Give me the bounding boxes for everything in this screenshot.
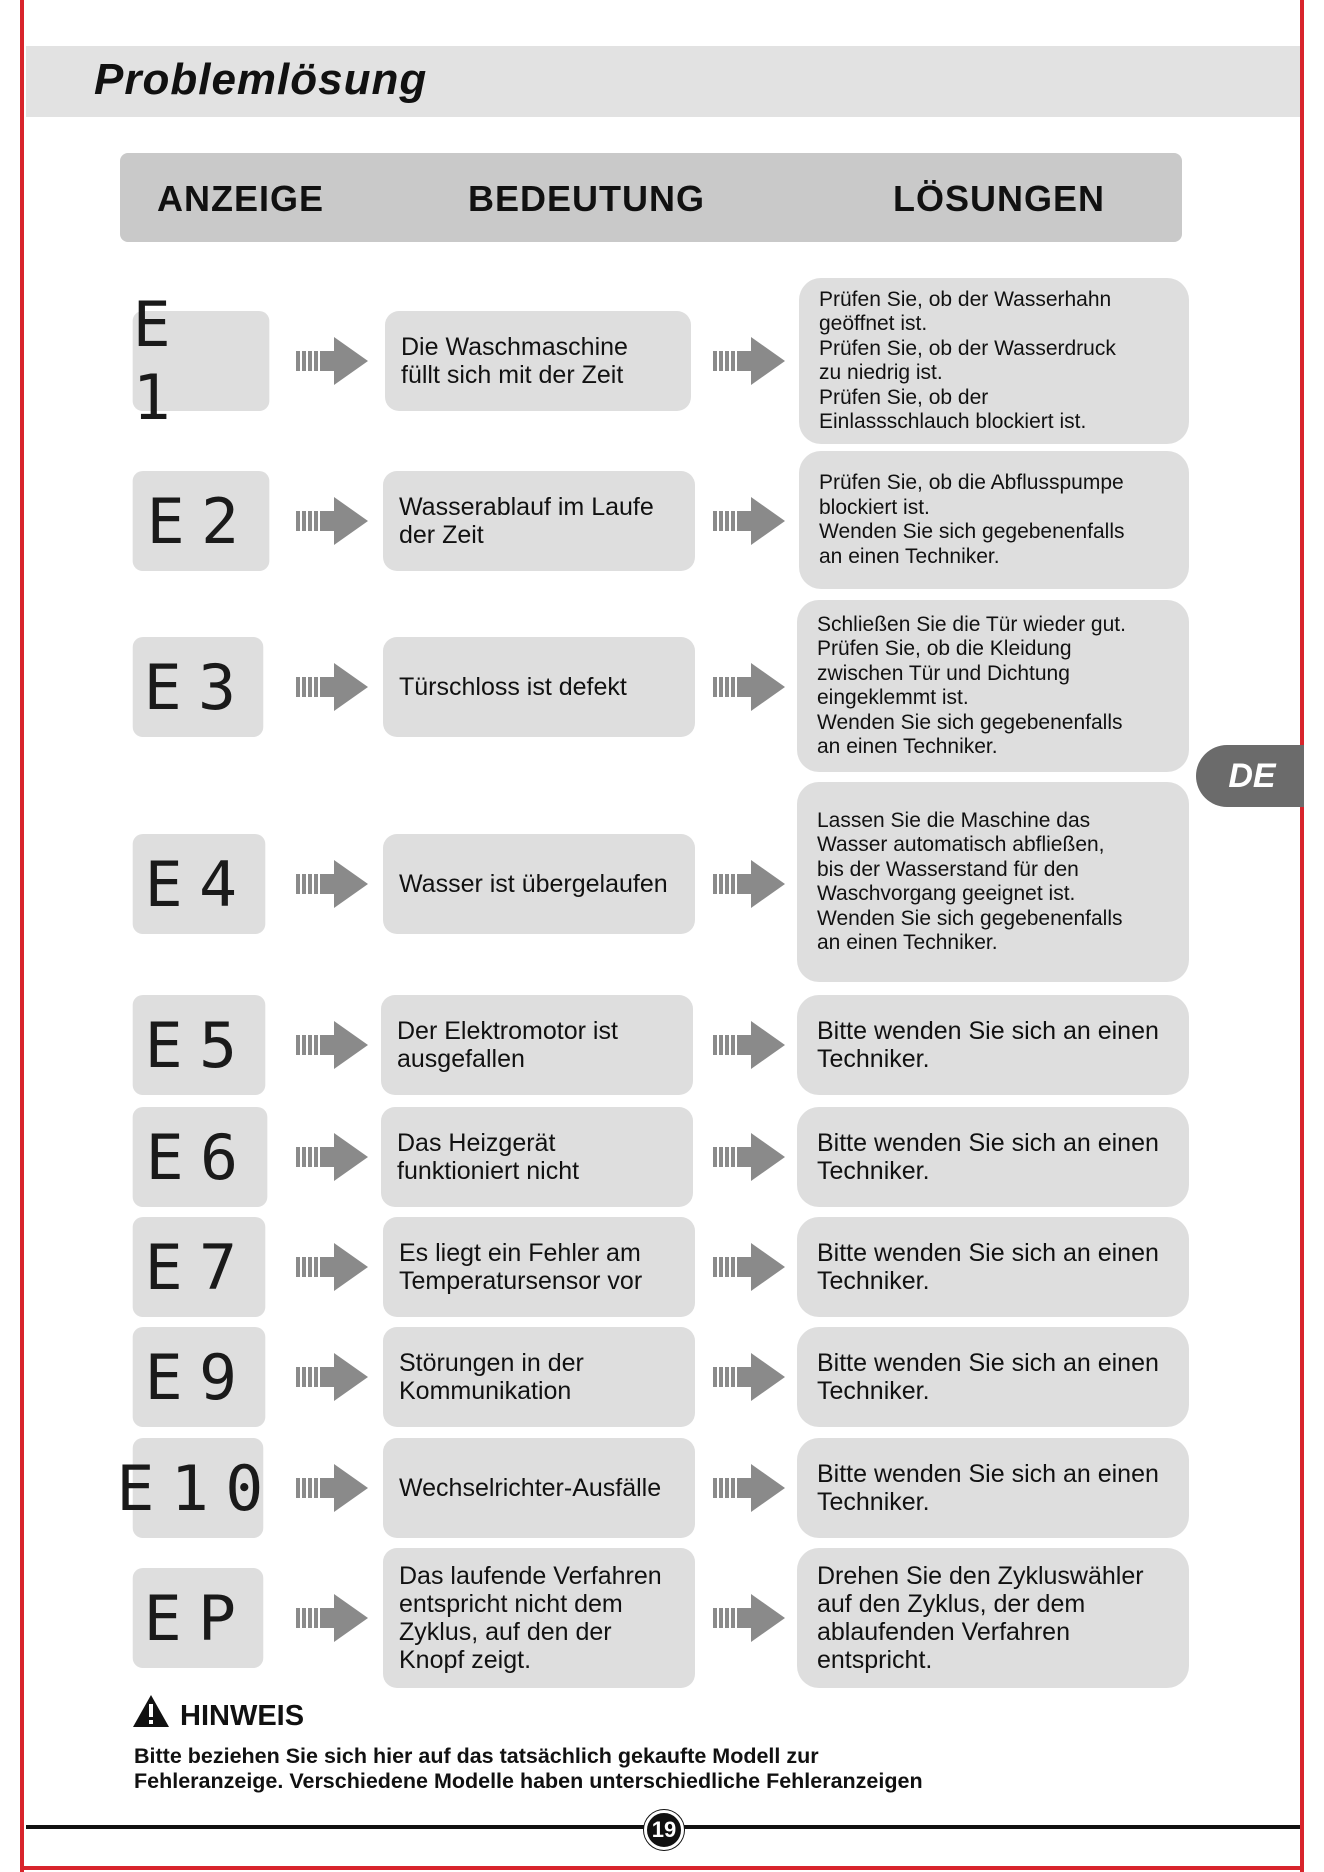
solution-cell: Prüfen Sie, ob die Abflusspumpe blockiert ist. Wenden Sie sich gegebenenfalls an einen Techniker. xyxy=(799,451,1189,589)
arrow-right-icon xyxy=(713,1464,785,1512)
arrow-to-meaning xyxy=(296,1594,368,1642)
solution-cell: Lassen Sie die Maschine das Wasser automatisch abfließen, bis der Wasserstand für den Waschvorgang geeignet ist. Wenden Sie sich gegebenenfalls an einen Techniker. xyxy=(797,782,1189,982)
arrow-right-icon xyxy=(713,1353,785,1401)
solution-cell: Schließen Sie die Tür wieder gut. Prüfen Sie, ob die Kleidung zwischen Tür und Dichtung eingeklemmt ist. Wenden Sie sich gegebenenfalls an einen Techniker. xyxy=(797,600,1189,772)
arrow-to-meaning xyxy=(296,860,368,908)
meaning-cell: Wechselrichter-Ausfälle xyxy=(383,1438,695,1538)
solution-cell: Bitte wenden Sie sich an einen Techniker. xyxy=(797,1327,1189,1427)
arrow-to-solution xyxy=(713,1594,785,1642)
error-code-display: E7 xyxy=(133,1217,266,1317)
arrow-to-meaning xyxy=(296,663,368,711)
meaning-cell: Das laufende Verfahren entspricht nicht dem Zyklus, auf den der Knopf zeigt. xyxy=(383,1548,695,1688)
page-number: 19 xyxy=(644,1810,684,1850)
solution-cell: Bitte wenden Sie sich an einen Techniker. xyxy=(797,995,1189,1095)
error-code-display: E4 xyxy=(133,834,266,934)
error-code-display: E10 xyxy=(133,1438,264,1538)
arrow-to-solution xyxy=(713,860,785,908)
arrow-right-icon xyxy=(713,1133,785,1181)
meaning-cell: Der Elektromotor ist ausgefallen xyxy=(381,995,693,1095)
error-code-display: E3 xyxy=(133,637,264,737)
arrow-to-meaning xyxy=(296,1133,368,1181)
arrow-right-icon xyxy=(296,1353,368,1401)
page-title: Problemlösung xyxy=(94,55,428,104)
arrow-right-icon xyxy=(296,1021,368,1069)
notice-heading: HINWEIS xyxy=(180,1700,305,1732)
arrow-right-icon xyxy=(296,1133,368,1181)
arrow-right-icon xyxy=(713,337,785,385)
arrow-right-icon xyxy=(296,337,368,385)
meaning-cell: Die Waschmaschine füllt sich mit der Zeit xyxy=(385,311,691,411)
arrow-to-meaning xyxy=(296,1464,368,1512)
solution-cell: Prüfen Sie, ob der Wasserhahn geöffnet ist. Prüfen Sie, ob der Wasserdruck zu niedrig ist. Prüfen Sie, ob der Einlassschlauch blockiert ist. xyxy=(799,278,1189,444)
arrow-to-solution xyxy=(713,497,785,545)
arrow-right-icon xyxy=(713,860,785,908)
arrow-right-icon xyxy=(296,1243,368,1291)
arrow-right-icon xyxy=(713,1594,785,1642)
arrow-to-meaning xyxy=(296,337,368,385)
arrow-right-icon xyxy=(296,1594,368,1642)
arrow-to-meaning xyxy=(296,497,368,545)
solution-cell: Bitte wenden Sie sich an einen Techniker. xyxy=(797,1217,1189,1317)
arrow-to-meaning xyxy=(296,1243,368,1291)
header-bedeutung: BEDEUTUNG xyxy=(468,178,706,219)
solution-cell: Bitte wenden Sie sich an einen Techniker. xyxy=(797,1107,1189,1207)
arrow-to-solution xyxy=(713,1133,785,1181)
arrow-right-icon xyxy=(713,1243,785,1291)
meaning-cell: Es liegt ein Fehler am Temperatursensor vor xyxy=(383,1217,695,1317)
arrow-to-meaning xyxy=(296,1021,368,1069)
arrow-to-solution xyxy=(713,1021,785,1069)
meaning-cell: Das Heizgerät funktioniert nicht xyxy=(381,1107,693,1207)
arrow-right-icon xyxy=(296,497,368,545)
arrow-right-icon xyxy=(713,663,785,711)
arrow-to-solution xyxy=(713,1243,785,1291)
arrow-to-solution xyxy=(713,1464,785,1512)
header-anzeige: ANZEIGE xyxy=(157,178,325,219)
error-code-display: E 1 xyxy=(133,311,270,411)
arrow-right-icon xyxy=(713,1021,785,1069)
arrow-right-icon xyxy=(296,1464,368,1512)
error-code-display: E5 xyxy=(133,995,266,1095)
arrow-to-meaning xyxy=(296,1353,368,1401)
meaning-cell: Wasser ist übergelaufen xyxy=(383,834,695,934)
header-loesungen: LÖSUNGEN xyxy=(893,178,1106,219)
solution-cell: Bitte wenden Sie sich an einen Techniker. xyxy=(797,1438,1189,1538)
error-code-display: E2 xyxy=(133,471,270,571)
notice-text: Bitte beziehen Sie sich hier auf das tatsächlich gekaufte Modell zur Fehleranzeige. Verschiedene Modelle haben unterschiedliche Fehleranzeigen xyxy=(134,1744,923,1793)
error-code-display: EP xyxy=(133,1568,264,1668)
arrow-right-icon xyxy=(713,497,785,545)
error-code-display: E6 xyxy=(133,1107,268,1207)
arrow-to-solution xyxy=(713,337,785,385)
error-code-display: E9 xyxy=(133,1327,266,1427)
meaning-cell: Wasserablauf im Laufe der Zeit xyxy=(383,471,695,571)
language-tab[interactable]: DE xyxy=(1196,745,1304,807)
arrow-right-icon xyxy=(296,663,368,711)
arrow-to-solution xyxy=(713,663,785,711)
arrow-to-solution xyxy=(713,1353,785,1401)
meaning-cell: Türschloss ist defekt xyxy=(383,637,695,737)
warning-triangle-icon xyxy=(132,1694,170,1728)
meaning-cell: Störungen in der Kommunikation xyxy=(383,1327,695,1427)
page-border-bottom xyxy=(20,1866,1304,1870)
arrow-right-icon xyxy=(296,860,368,908)
solution-cell: Drehen Sie den Zykluswähler auf den Zyklus, der dem ablaufenden Verfahren entspricht. xyxy=(797,1548,1189,1688)
